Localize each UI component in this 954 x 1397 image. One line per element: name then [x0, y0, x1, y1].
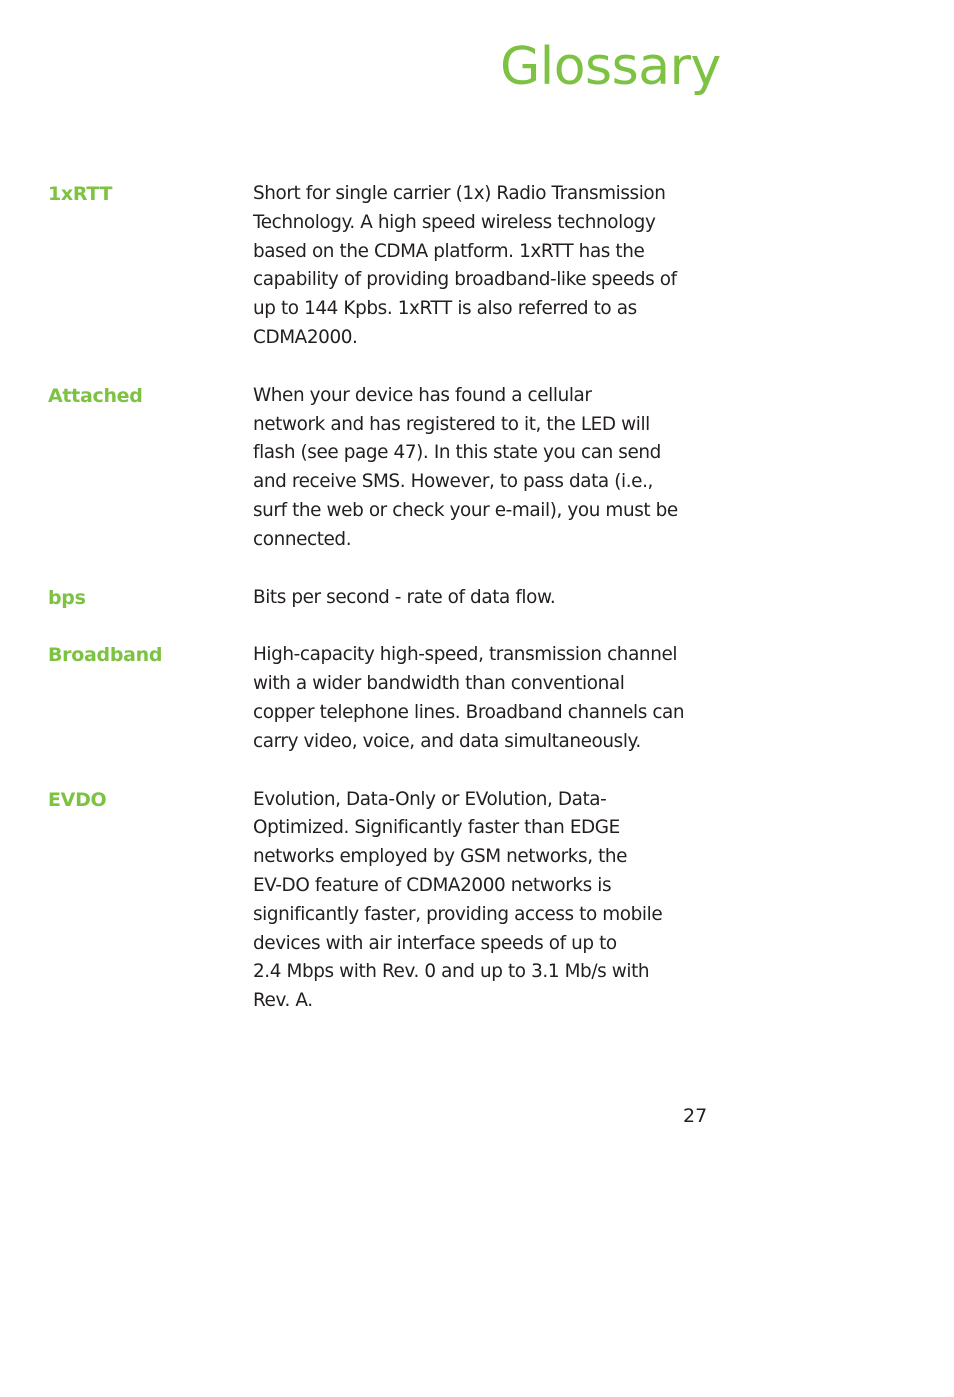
glossary-entry-bps	[48, 584, 718, 613]
glossary-definition: Short for single carrier (1x) Radio Transmission Technology. A high speed wireless technology based on the CDMA platform. 1xRTT has the capability of providing broadband-like speeds of up to 144 Kpbs. 1xRTT is also referred to as CDMA2000.	[253, 183, 677, 348]
glossary-definition: High-capacity high-speed, transmission channel with a wider bandwidth than conventional copper telephone lines. Broadband channels can carry video, voice, and data simultaneously.	[253, 644, 685, 752]
glossary-term: EVDO	[48, 788, 107, 811]
page-title: Glossary	[500, 37, 721, 97]
glossary-definition: When your device has found a cellular network and has registered to it, the LED will flash (see page 47). In this state you can send and receive SMS. However, to pass data (i.e., surf the web or check your e-mail), you must be connected.	[253, 384, 678, 550]
glossary-entry-broadband	[48, 641, 718, 756]
glossary-definition: Evolution, Data-Only or EVolution, Data- Optimized. Significantly faster than EDGE networks employed by GSM networks, the EV-DO feature of CDMA2000 networks is significantly faster, providing access to mobile devices with air interface speeds of up to 2.4 Mbps with Rev. 0 and up to 3.1 Mb/s with Rev. A.	[253, 788, 663, 1012]
glossary-term: Broadband	[48, 644, 163, 667]
glossary-term: 1xRTT	[48, 183, 113, 205]
page-number: 27	[683, 1105, 708, 1127]
glossary-term: Attached	[48, 384, 143, 407]
glossary-definition: Bits per second - rate of data flow.	[253, 586, 556, 608]
glossary-term: bps	[48, 586, 86, 609]
glossary-list	[48, 180, 718, 1045]
glossary-entry-evdo	[48, 786, 718, 1016]
glossary-entry-attached	[48, 382, 718, 555]
glossary-entry-1xrtt	[48, 180, 718, 353]
